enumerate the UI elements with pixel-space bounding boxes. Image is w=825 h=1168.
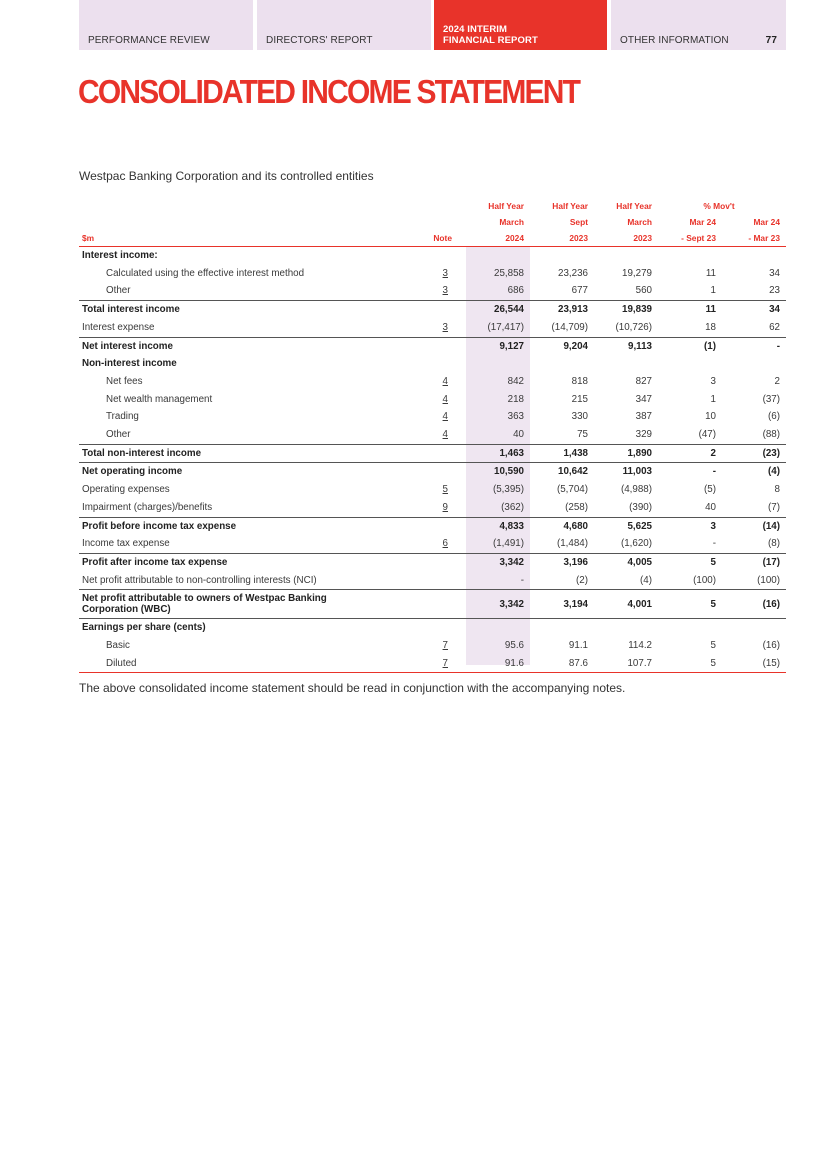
tab-label: OTHER INFORMATION: [620, 35, 729, 46]
value-cell: 23: [769, 285, 780, 297]
value-cell: (47): [698, 429, 716, 441]
value-cell: (1,620): [620, 538, 652, 550]
row-label: [79, 590, 429, 619]
row-label-text: Basic: [106, 640, 130, 652]
value-cell: 9,127: [466, 337, 530, 355]
note-number[interactable]: 6: [442, 538, 448, 550]
table-row: [79, 247, 786, 265]
value-cell: (2): [576, 574, 588, 586]
row-label: [79, 408, 429, 426]
value-cell: 40: [513, 429, 524, 441]
note-number[interactable]: 3: [442, 285, 448, 297]
value-cell: (14): [722, 517, 786, 535]
table-row: [79, 282, 786, 300]
row-label: [79, 572, 429, 590]
row-label-text: Net fees: [106, 375, 143, 387]
note-link: [429, 572, 466, 590]
value-cell: 19,839: [594, 301, 658, 319]
column-header: Half Year: [552, 201, 588, 211]
value-cell: (4): [640, 574, 652, 586]
value-cell: 23,913: [530, 301, 594, 319]
tab-label: DIRECTORS' REPORT: [266, 35, 373, 46]
note-link: [429, 463, 466, 481]
table-row: [79, 655, 786, 673]
value-cell: 5: [658, 590, 722, 619]
note-link[interactable]: [429, 637, 466, 655]
value-cell: (4): [722, 463, 786, 481]
value-cell: (1,491): [492, 538, 524, 550]
value-cell: 91.1: [568, 640, 588, 652]
row-label-text: Other: [106, 429, 131, 441]
row-label-text: Net operating income: [82, 466, 183, 478]
value-cell: (258): [565, 501, 588, 513]
note-link[interactable]: [429, 319, 466, 337]
row-label: [79, 553, 429, 571]
header-row: [79, 230, 786, 247]
value-cell: 1: [710, 393, 716, 405]
row-label-text: Profit after income tax expense: [82, 556, 228, 568]
value-cell: 11,003: [594, 463, 658, 481]
tab-directors-report[interactable]: [257, 0, 431, 50]
value-cell: 5: [658, 553, 722, 571]
row-label: [79, 337, 429, 355]
column-header: [429, 214, 466, 230]
row-label-text: Diluted: [106, 657, 137, 669]
value-cell: 1,463: [466, 444, 530, 463]
value-cell: 40: [705, 501, 716, 513]
table-row: [79, 535, 786, 553]
note-link[interactable]: [429, 499, 466, 517]
tab-label-line1: 2024 INTERIM: [443, 24, 508, 35]
tab-interim-financial-report[interactable]: [434, 0, 607, 50]
value-cell: 10: [705, 411, 716, 423]
value-cell: (23): [722, 444, 786, 463]
column-header: March: [627, 217, 652, 227]
value-cell: 25,858: [494, 267, 524, 279]
note-link: [429, 590, 466, 619]
column-header: Half Year: [488, 201, 524, 211]
table-row: [79, 408, 786, 426]
table-row: [79, 301, 786, 319]
note-link[interactable]: [429, 373, 466, 391]
row-label-text: Other: [106, 285, 131, 297]
row-label-text: Impairment (charges)/benefits: [82, 501, 213, 513]
table-row: [79, 463, 786, 481]
value-cell: 215: [571, 393, 588, 405]
note-link: [429, 553, 466, 571]
column-header: 2023: [530, 230, 594, 247]
column-header: % Mov't: [703, 201, 735, 211]
value-cell: 1,438: [530, 444, 594, 463]
value-cell: 4,001: [594, 590, 658, 619]
income-statement-table: [79, 198, 786, 673]
table-row: [79, 265, 786, 283]
table-row: [79, 481, 786, 499]
row-label-text: Net wealth management: [106, 393, 213, 405]
value-cell: 26,544: [466, 301, 530, 319]
value-cell: 363: [507, 411, 524, 423]
value-cell: (362): [501, 501, 524, 513]
row-label-text: Income tax expense: [82, 538, 170, 550]
value-cell: [594, 355, 658, 373]
value-cell: 560: [635, 285, 652, 297]
note-link[interactable]: [429, 481, 466, 499]
page-number: 77: [765, 35, 777, 46]
value-cell: -: [722, 337, 786, 355]
value-cell: 218: [507, 393, 524, 405]
tab-label-line2: FINANCIAL REPORT: [443, 35, 538, 46]
note-link[interactable]: [429, 655, 466, 673]
value-cell: (100): [693, 574, 716, 586]
value-cell: 3,196: [530, 553, 594, 571]
value-cell: [466, 355, 530, 373]
row-label: [79, 319, 429, 337]
tab-label: [443, 24, 538, 46]
table-row: [79, 391, 786, 409]
value-cell: 1: [710, 285, 716, 297]
value-cell: [466, 619, 530, 637]
value-cell: 11: [658, 301, 722, 319]
value-cell: (8): [768, 538, 780, 550]
value-cell: (15): [722, 655, 786, 673]
header-row: [79, 198, 786, 214]
note-link: [429, 355, 466, 373]
value-cell: 827: [635, 375, 652, 387]
row-label: [79, 444, 429, 463]
value-cell: 11: [705, 267, 716, 279]
column-header: Mar 24: [753, 217, 780, 227]
value-cell: (6): [768, 411, 780, 423]
row-label: [79, 535, 429, 553]
tab-performance-review[interactable]: [79, 0, 253, 50]
value-cell: [722, 619, 786, 637]
note-link[interactable]: [429, 535, 466, 553]
value-cell: 5,625: [594, 517, 658, 535]
value-cell: 2: [774, 375, 780, 387]
table-row: [79, 637, 786, 655]
column-header: Mar 24: [689, 217, 716, 227]
value-cell: (5,395): [492, 484, 524, 496]
row-label: [79, 499, 429, 517]
value-cell: (16): [762, 640, 780, 652]
note-number[interactable]: 4: [442, 393, 448, 405]
value-cell: 347: [635, 393, 652, 405]
value-cell: 9,204: [530, 337, 594, 355]
value-cell: 330: [571, 411, 588, 423]
column-header: March: [499, 217, 524, 227]
value-cell: (37): [762, 393, 780, 405]
note-number[interactable]: 3: [442, 267, 448, 279]
row-label-text: Net profit attributable to non-controlling interests (NCI): [82, 574, 317, 586]
value-cell: (7): [768, 501, 780, 513]
value-cell: 387: [635, 411, 652, 423]
row-label-text: Trading: [106, 411, 139, 423]
table-row: [79, 373, 786, 391]
value-cell: 34: [769, 267, 780, 279]
value-cell: [530, 247, 594, 265]
value-cell: 3,342: [466, 553, 530, 571]
column-header: Sept: [569, 217, 588, 227]
value-cell: 818: [571, 375, 588, 387]
page-title: CONSOLIDATED INCOME STATEMENT: [78, 74, 580, 111]
row-label-text: Operating expenses: [82, 484, 170, 496]
row-label: [79, 637, 429, 655]
value-cell: 10,590: [466, 463, 530, 481]
row-label-text: Net interest income: [82, 340, 173, 352]
row-label: [79, 391, 429, 409]
row-label: [79, 481, 429, 499]
column-header: [79, 198, 429, 214]
value-cell: (10,726): [615, 321, 652, 333]
value-cell: 4,005: [594, 553, 658, 571]
value-cell: (4,988): [620, 484, 652, 496]
value-cell: (1,484): [556, 538, 588, 550]
value-cell: [658, 619, 722, 637]
note-number[interactable]: 5: [442, 484, 448, 496]
value-cell: -: [712, 538, 716, 550]
value-cell: [594, 247, 658, 265]
value-cell: 2: [658, 444, 722, 463]
row-label: [79, 373, 429, 391]
tab-label: PERFORMANCE REVIEW: [88, 35, 210, 46]
note-link: [429, 301, 466, 319]
row-label: [79, 282, 429, 300]
column-header: Half Year: [616, 201, 652, 211]
value-cell: [530, 619, 594, 637]
value-cell: (5,704): [556, 484, 588, 496]
value-cell: 91.6: [466, 655, 530, 673]
column-header: [79, 214, 429, 230]
value-cell: (1): [658, 337, 722, 355]
row-label: [79, 463, 429, 481]
value-cell: 329: [635, 429, 652, 441]
value-cell: 23,236: [558, 267, 588, 279]
header-row: [79, 214, 786, 230]
note-link[interactable]: [429, 282, 466, 300]
value-cell: 5: [658, 655, 722, 673]
note-link: [429, 247, 466, 265]
tab-other-information[interactable]: [611, 0, 786, 50]
note-number[interactable]: 4: [442, 429, 448, 441]
table-row: [79, 319, 786, 337]
value-cell: 677: [571, 285, 588, 297]
value-cell: (17): [722, 553, 786, 571]
value-cell: (100): [757, 574, 780, 586]
table-row: [79, 426, 786, 444]
note-link: [429, 619, 466, 637]
entity-subtitle: Westpac Banking Corporation and its controlled entities: [79, 169, 374, 183]
value-cell: 4,680: [530, 517, 594, 535]
table-row: [79, 355, 786, 373]
value-cell: 3,194: [530, 590, 594, 619]
table-row: [79, 444, 786, 463]
column-header: $m: [79, 230, 429, 247]
value-cell: 87.6: [530, 655, 594, 673]
table-row: [79, 517, 786, 535]
value-cell: 3: [710, 375, 716, 387]
row-label: [79, 301, 429, 319]
row-label: [79, 247, 429, 265]
row-label-text: Net profit attributable to owners of Westpac Banking Corporation (WBC): [82, 593, 327, 616]
note-link: [429, 444, 466, 463]
value-cell: (16): [722, 590, 786, 619]
row-label-text: Calculated using the effective interest method: [106, 267, 305, 279]
value-cell: (390): [629, 501, 652, 513]
row-label: [79, 619, 429, 637]
note-link[interactable]: [429, 408, 466, 426]
row-label: [79, 265, 429, 283]
note-number[interactable]: 7: [442, 640, 448, 652]
note-number[interactable]: 9: [442, 501, 448, 513]
table-row: [79, 337, 786, 355]
value-cell: 3,342: [466, 590, 530, 619]
note-link[interactable]: [429, 426, 466, 444]
row-label-text: Earnings per share (cents): [82, 622, 206, 634]
value-cell: (5): [704, 484, 716, 496]
note-link[interactable]: [429, 265, 466, 283]
value-cell: -: [658, 463, 722, 481]
table-row: [79, 590, 786, 619]
value-cell: 19,279: [622, 267, 652, 279]
row-label-text: Interest income:: [82, 250, 158, 261]
value-cell: 18: [705, 321, 716, 333]
table-row: [79, 619, 786, 637]
value-cell: [466, 247, 530, 265]
note-number[interactable]: 7: [442, 657, 448, 669]
table-row: [79, 553, 786, 571]
value-cell: 114.2: [628, 640, 652, 652]
value-cell: [530, 355, 594, 373]
row-label-text: Total interest income: [82, 304, 180, 316]
value-cell: (88): [762, 429, 780, 441]
footnote: The above consolidated income statement should be read in conjunction with the accompanying notes.: [79, 681, 626, 695]
value-cell: 34: [722, 301, 786, 319]
note-link[interactable]: [429, 391, 466, 409]
value-cell: (14,709): [551, 321, 588, 333]
note-number[interactable]: 4: [442, 411, 448, 423]
value-cell: 842: [507, 375, 524, 387]
column-header: - Mar 23: [722, 230, 786, 247]
note-number[interactable]: 3: [442, 321, 448, 333]
row-label-text: Non-interest income: [82, 358, 177, 370]
value-cell: 95.6: [504, 640, 524, 652]
column-header: 2024: [466, 230, 530, 247]
value-cell: [658, 355, 722, 373]
value-cell: 686: [507, 285, 524, 297]
column-header: - Sept 23: [658, 230, 722, 247]
row-label: [79, 426, 429, 444]
row-label: [79, 355, 429, 373]
note-link: [429, 517, 466, 535]
row-label: [79, 655, 429, 673]
value-cell: 8: [774, 484, 780, 496]
value-cell: (17,417): [487, 321, 524, 333]
value-cell: [658, 247, 722, 265]
note-link: [429, 337, 466, 355]
value-cell: [594, 619, 658, 637]
value-cell: 10,642: [530, 463, 594, 481]
row-label: [79, 517, 429, 535]
table-row: [79, 572, 786, 590]
table-row: [79, 499, 786, 517]
row-label-text: Total non-interest income: [82, 447, 202, 459]
value-cell: -: [520, 574, 524, 586]
column-header: Note: [429, 230, 466, 247]
value-cell: 5: [710, 640, 716, 652]
column-header: [429, 198, 466, 214]
value-cell: 75: [577, 429, 588, 441]
row-label-text: Interest expense: [82, 321, 155, 333]
value-cell: 3: [658, 517, 722, 535]
row-label-text: Profit before income tax expense: [82, 520, 237, 532]
note-number[interactable]: 4: [442, 375, 448, 387]
section-tabs: [79, 0, 786, 50]
value-cell: 1,890: [594, 444, 658, 463]
value-cell: [722, 355, 786, 373]
value-cell: 4,833: [466, 517, 530, 535]
value-cell: 9,113: [594, 337, 658, 355]
column-header: 2023: [594, 230, 658, 247]
value-cell: [722, 247, 786, 265]
value-cell: 107.7: [594, 655, 658, 673]
value-cell: 62: [769, 321, 780, 333]
